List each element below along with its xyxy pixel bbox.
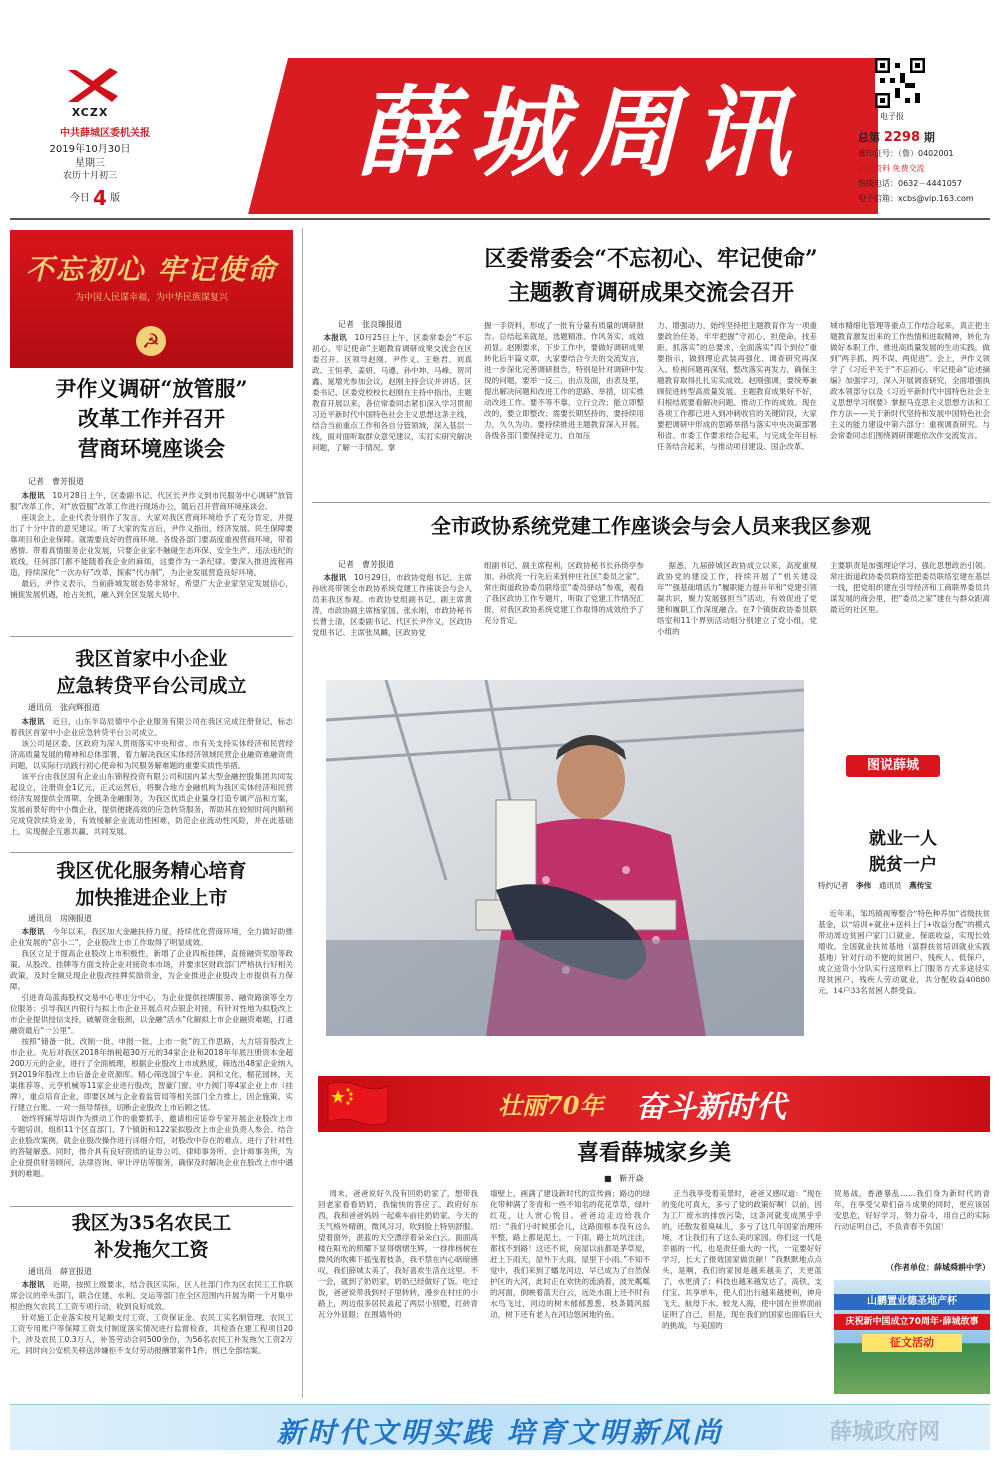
- a5-col4: [830, 320, 990, 496]
- a6-lead: 本报讯: [323, 573, 347, 582]
- a7-c3: 正当我享受着美景时，爸爸又感叹道：“现在的变化可真大，多亏了党的政策好啊！以前，因为工厂废水的排放污染，这条河就变成黑乎乎的，还散发着臭味儿，多亏了这几年国家治理环境，才让我们有了这么美的家园。你们这一代是幸福的一代，也是责任重大的一代，一定要好好学习，长大了报效国家做贡献！”我默默地点点头，是啊，我们的家园是越来越美了，天更蓝了，水更清了；科技也越来越发达了，高铁、支付宝、共享单车，使人们出行越来越便利，神舟飞天、航母下水、蛟龙入海，使中国在世界面前证明了自己，但是，现在我们的国家也面临巨大的挑战，与美国的: [662, 1189, 822, 1330]
- a1-title-line1: 尹作义调研“放管服”: [55, 376, 248, 401]
- divider: [10, 1206, 293, 1207]
- a7-author: ■ 靳开焱: [604, 1174, 644, 1183]
- a1-p2: 座谈会上，企业代表分别作了发言，大家对我区营商环境给予了充分肯定，并提出了十分中肯的意见建议。听了大家的发言后，尹作义指出，经济发展、民生保障要靠项目和企业保障。就需要良好的营商环境。各级各部门要高度重视营商环境，带着感情、带着真情服务企业发展，只要企业家不触碰生态环保、安全生产、违法违纪的底线，任何部门都不能随着我企业的麻烦，这要作为一条纪律。要深入推进流程再造，持续深化“一次办好”改革，探索“代办制”，为企业发展营造良好环境。: [10, 513, 293, 577]
- a4-title-line1: 我区为35名农民工: [71, 1212, 232, 1234]
- a3-body: [10, 926, 293, 1208]
- ad-line1: 庆祝新中国成立70周年·薛城故事: [834, 1314, 990, 1330]
- a7-title: 喜看薛城家乡美: [576, 1140, 731, 1166]
- a3-title: [10, 858, 293, 912]
- masthead-divider: [10, 218, 990, 220]
- a2-lead: 本报讯: [21, 717, 45, 726]
- issue-number: [858, 129, 935, 145]
- a7-c4: 贸易战，香港暴乱……我们身为新时代的青年，在享受父辈们奋斗成果的同时，更应该居安思危，好好学习，努力奋斗，用自己的实际行动证明自己，不负青春不负国！: [834, 1189, 990, 1231]
- divider: [312, 502, 990, 503]
- a5-byline: 记者 张良臻报道: [338, 320, 402, 329]
- a1-p3: 最后，尹作义表示，当前薛城发展态势非常好，希望广大企业家坚定发展信心，捕捉发展机遇，抢占先机，融入到全区发展大局中。: [10, 579, 293, 599]
- credit-role1: 特约记者: [818, 881, 849, 890]
- photo-credit: [818, 880, 990, 891]
- party-emblem-icon: ☭: [136, 326, 166, 356]
- a7-col1: [318, 1188, 478, 1398]
- a6-col2: [484, 560, 644, 660]
- pages-unit: 版: [110, 193, 121, 204]
- xczx-logo-icon: [60, 66, 120, 106]
- organ-name: 中共薛城区委机关报: [60, 128, 150, 139]
- divider: [10, 636, 293, 637]
- a4-byline: 通讯员 薛宣报道: [28, 1267, 92, 1276]
- photo-title-line1: 就业一人: [869, 829, 937, 849]
- issue-no: 2298: [883, 130, 921, 145]
- a3-p1: 今年以来，我区加大金融扶持力度，持续优化营商环境，全力做好助推企业发展的“店小二”，企业股改上市工作取得了明显成效。: [10, 927, 293, 947]
- photo-tag: 图说薛城: [846, 755, 940, 777]
- a5-c4: 城市精细化管理等重点工作结合起来，真正把主题教育激发出来的工作热情和进取精神，转化为做好本职工作、推进高质量发展的生动实践，做到“两手抓、两不误、两促进”。会上，尹作义领学了《习近平关于“不忘初心、牢记使命”论述摘编》加强学习，深入开展调查研究，全面增强执政本领部分以及《习近平新时代中国特色社会主义思想学习纲要》掌握马克思主义思想方法和工作方法——关于新时代坚持和发展中国特色社会主义的能力建设中第六部分：重视调查研究。与会常委同志们围绕调研课题依次作交流发言。: [830, 321, 990, 440]
- photo-seamstress: [326, 680, 804, 1036]
- a1-title-line3: 营商环境座谈会: [78, 436, 225, 461]
- a1-title: [10, 374, 293, 464]
- a2-byline: 通讯员 张向辉报道: [28, 703, 100, 712]
- a5-lead: 本报讯: [323, 333, 347, 342]
- issue-date: 2019年10月30日: [49, 144, 131, 155]
- watermark: 薛城政府网: [830, 1420, 941, 1445]
- a5-col2: [484, 320, 644, 496]
- a3-title-line2: 加快推进企业上市: [75, 887, 228, 909]
- a6-c1: 10月29日，市政协党组书记、主席孙欣亮带领全市政协系统党建工作座谈会与会人员来我区参观。市政协党组副书记、副主席黄涛，市政协副主席杨家国、张永刚，市政协秘书长曹士清，区委副书记、代区长尹作义，区政协党组书记、主席张凤麟，区政协党: [312, 573, 472, 637]
- a4-p2: 针对施工企业落实按月足额支付工资、工资保证金、农民工实名制管理、农民工工资专用账户等保障工资支付制度落实情况进行监督检查，共检查在建工程项目20个，涉及农民工0.3万人，补签劳动合同500余份，为56名农民工补发拖欠工资2万元，同时向公安机关移送涉嫌拒不支付劳动报酬罪案件1件，刑已全部结案。: [10, 1313, 293, 1355]
- a6-col1: [312, 572, 472, 660]
- weekday: 星期三: [75, 158, 105, 169]
- a5-title-line2: 主题教育调研成果交流会召开: [507, 280, 794, 306]
- a2-title-line1: 我区首家中小企业: [75, 648, 228, 670]
- credit-name1: 李伟: [855, 881, 872, 890]
- a3-lead: 本报讯: [21, 927, 45, 936]
- a2-p3: 该平台由我区国有企业山东锦程投资有限公司和国内某大型金融控股集团共同发起设立，注册资金1亿元，正式运营后，将聚合地方金融机构为我区实体经济和民营经济发展提供全周期、全链条金融服务，为我区优质企业量身打造专属产品和方案，发展前景好的中小微企业，提供便捷高效的应急转贷服务，帮助其在较短时间内顺利完成贷款续贷业务，有效缓解企业流动性困难，防范企业流动性风险，并在此基础上，实现握企互惠共赢、共同发展。: [10, 772, 293, 836]
- photo-title-line2: 脱贫一户: [869, 855, 937, 875]
- a3-p4: 按照“储备一批、改制一批、申报一批、上市一批”的工作思路，大力培育股改上市企业。先后对我区2018年纳税超30万元的34家企业和2018年年底注册资本金超200万元的企业，进行了全面梳理，根据企业股改上市成熟度，筛选出48家企业纳入到2019年股改上市后备企业资源库。精心筛选国宁车业、润和文化、榴花园林、天渠推荐等、元亨机械等11家企业进行股改，智豪门窗、中力阀门等4家企业上市（挂牌），重点培育企业，即要区域与企业看监管局等相关部门全力推上，因企施策、实行建立台账、一对一指导帮扶，切断企业股改上市后顾之忧。: [10, 1037, 293, 1112]
- a3-p5: 始终将辅导培训作为推动工作的重要抓手，邀请相应证券专家开展企业股改上市专题培训，组织11个区直部门、7个镇街和122家拟股改上市企业负责人参会。结合企业股改案例，就企业股改操作进行详细介绍，对股改中存在的难点、进行了针对性的答疑解惑。同时，推介具有良好资质的证券公司、律师事务所、会计师事务所，为企业提供财务顾问、法律咨询、审计评估等服务，确保及时解决企业在股改上市中遇到的难题。: [10, 1114, 293, 1178]
- a2-title: [10, 646, 293, 700]
- a1-p1: 10月28日上午，区委副书记、代区长尹作义到市民服务中心调研“放管服”改革工作，对“放管服”改革工作进行现场办公，随后召开营商环境座谈会。: [10, 491, 293, 511]
- credit-name2: 燕传宝: [909, 881, 932, 890]
- a7-col3: [662, 1188, 822, 1398]
- a7-banner: [318, 1076, 990, 1132]
- masthead: [0, 0, 1000, 218]
- photo-caption: 近年来，邹坞镇视筹整合“特色种养加”省级扶贫基金，以“培训+就业+送科上门+收益分配”的模式带动周边贫困户家门口就业、保底收益，实现长效增收。全国就业扶贫基地（富群扶贫培训就业实践基地）针对行动不便的贫困户、残疾人、低保户，成立送货小分队实行送原料上门服务方式多途径实现贫困户、残疾人劳动就业，共分配收益40880元，14户33名贫困人群受益。: [818, 909, 990, 995]
- permit-number: 准印证号：（鲁）0402001: [858, 149, 954, 158]
- banner-left: [10, 230, 293, 368]
- a6-c2: 组副书记、副主席程利，区政协秘书长孙倚亭参加。孙欣亮一行先后来到仲庄社区“委员之家”、常庄街道政协委员联络室“委员驿站”参观，观看了我区政协工作专题片，听取了党建工作情况汇报，对我区政协系统党建工作取得的成效给予了充分肯定。: [484, 561, 644, 625]
- issue-unit: 期: [923, 131, 935, 144]
- a6-title: 全市政协系统党建工作座谈会与会人员来我区参观: [431, 514, 871, 538]
- a3-byline: 通讯员 房刚报道: [28, 914, 92, 923]
- banner-sub: 为中国人民谋幸福，为中华民族谋复兴: [74, 293, 228, 303]
- a4-title-line2: 补发拖欠工资: [94, 1239, 209, 1261]
- a7-banner-line1: 壮丽70年: [498, 1091, 604, 1120]
- photo-title: [818, 826, 988, 878]
- column-divider: [302, 228, 303, 1398]
- a2-p2: 该公司是区委、区政府为深入贯彻落实中央和省、市有关支持实体经济和民营经济高质量发展的精神和总体部署，着力解决我区实体经济领域民营企业融资难融资贵问题，以实际行动践行初心使命和为民服务解难题的重要实质性举措。: [10, 739, 293, 770]
- a7-c2: 墙壁上，画满了建设新时代的宣传画；路边的绿化带种满了冬青和一些不知名的花花草草，绿叶红花，让人赏心悦目。爸爸边走边给我介绍：“我们小时候那会儿，这路面根本没有这么平整，路上都是泥土，一下雨，路上坑坑洼洼，都找不到路！这还不说，房屋以前都是茅草屋，赶上下雨天，屋外下大雨，屋里下小雨。”不知不觉中，我们来到了蟠龙河边，早已成为了自然保护区的大河，此时正在欢快的流淌着，波光粼粼的河面，倒映着蓝天白云，远处水面上还不时有水鸟飞过，河边的树木郁郁葱葱，枝条随风摇动，树下还有老人在河边悠闲地钓鱼。: [490, 1189, 650, 1319]
- a2-p1: 近日，山东半岛辰德中小企业服务有限公司在我区完成注册登记，标志着我区首家中小企业应急转贷平台公司成立。: [10, 717, 293, 737]
- a5-col1: [312, 332, 472, 496]
- bottom-banner-text: 新时代文明实践 培育文明新风尚: [276, 1416, 724, 1449]
- a4-lead: 本报讯: [21, 1280, 45, 1289]
- qr-label: 电子报: [880, 112, 904, 121]
- a3-title-line1: 我区优化服务精心培育: [56, 860, 247, 882]
- a7-col2: [490, 1188, 650, 1398]
- essay-contest-ad: [834, 1280, 990, 1394]
- a3-p2: 我区立足于提高企业股改上市积极性，新增了企业四板挂牌，直接融资奖励等政策。从股改、挂牌等方面支持企业对接资本市场，并要求区财政部门严格执行好相关政策，及时全额兑现企业股改挂牌奖励资金，为企业推进企业股改上市提供有力保障。: [10, 949, 293, 991]
- a6-c4: 主要职责是加强理论学习、强化思想政治引领。常庄街道政协委员联络室把委员联络室建在基层一线，把党组织建在引导经济和工商联界委员共谋发展的商会里，把“委员之家”建在与群众距离最近的社区里。: [830, 561, 990, 614]
- a5-c1: 10月25日上午，区委常委会“不忘初心、牢记使命”主题教育调研成果交流会在区委召开。区领导赵刚、尹作义、王艳君、刘真政、王恒孝、姜妍、马遵、孙中坤、马峰、贺司鑫、晁增光参加会议。赵刚主持会议并讲话。区委书记、区委党校校长赵刚在主持中指出，主题教育开展以来，各位常委同志紧扣深入学习贯彻习近平新时代中国特色社会主义思想这条主线，结合当前重点工作和各自分管领域，深入基层一线，面对面听取群众意见建议，实打实研究解决问题，了解一手情况、掌: [312, 333, 472, 452]
- email: 电子信箱：xcbs@vip.163.com: [858, 194, 974, 203]
- lunar-date: 农历十月初三: [62, 171, 117, 181]
- a1-byline: 记者 曹芳报道: [28, 477, 84, 486]
- logo-text: XCZX: [71, 106, 109, 119]
- a4-title: [10, 1210, 293, 1264]
- a5-col3: [657, 320, 817, 496]
- credit-role2: 通讯员: [878, 881, 902, 890]
- circulation-note: 内部资料 免费交流: [858, 164, 925, 173]
- a4-p1: 近期，按照上级要求，结合我区实际，区人社部门作为区农民工工作联席会议的牵头部门，联合住建、水利、交运等部门在全区范围内开展为期一个月集中根治拖欠农民工工资专项行动，收到良好成效。: [10, 1280, 293, 1311]
- page-count: [55, 186, 135, 210]
- a2-body: [10, 716, 293, 848]
- a1-body: [10, 490, 293, 630]
- a7-c1: 周末，爸爸说好久没有回奶奶家了，想带我回老家看看奶奶，我愉快的答应了。政府好东西，我和爸爸妈妈一起乘车前往奶奶家。今天的天气格外晴朗，微风习习，吹到脸上特别舒服。望着窗外，湛蓝的天空漂浮着朵朵白云。面面高楼在阳光的照耀下显得熠熠生辉，一排排杨树在微风的吹拂下摇曳着枝条，我不禁在内心暗暗感叹，我们薛城太美了，我好喜欢生活在这里。不一会，就到了奶奶家，奶奶已经做好了饭。吃过饭，爸爸说带我到村子里转转，漫步在村庄的小路上，两边很多居民盖起了两层小别墅，红砖青瓦分外显眼；在围墙外的: [318, 1189, 478, 1319]
- a2-title-line2: 应急转贷平台公司成立: [56, 675, 247, 697]
- qr-code-icon: [875, 58, 925, 108]
- a6-col3: [657, 560, 817, 660]
- issue-label: 总第: [858, 131, 880, 144]
- a6-c3: 据悉，九届薛城区政协成立以来，高度重视政协党的建设工作，持续开展了“机关建设年”“强基础增活力”履职能力提升年和“党建引领凝共识，聚力发展强担当”活动，有效促进了党建和履职工作深度融合。在7个镇街政协委员联络室和11个界别活动组分别建立了党小组，党小组的: [657, 561, 817, 636]
- a7-banner-line2: 奋斗新时代: [636, 1090, 786, 1125]
- newspaper-title: 薛城周讯: [355, 76, 804, 191]
- a1-title-line2: 改革工作并召开: [78, 406, 225, 431]
- a5-c2: 握一手资料，形成了一批有分量有质量的调研报告。总结起来就是，选题精准、作风务实、成效初显。赵刚要求，下步工作中，要做好调研成果转化后半篇文章，大家要结合今天的交流发言，进一步深化完善调研报告，特别是针对调研中发现的问题，要举一反三，由点及面，由表及里，提出解决问题和改进工作的思路、举措，切实推动改进工作。要不等不靠，立行立改；能立即整改的，要立即整改；需要长期坚持的，要持续用力，久久为功。要持续推进主题教育深入开展。各级各部门要保持定力、自加压: [484, 321, 644, 440]
- a5-title-line1: 区委常委会“不忘初心、牢记使命”: [484, 246, 818, 272]
- a6-byline: 记者 曹芳报道: [338, 560, 394, 569]
- ad-company: 山鹏置业德圣地产杯: [834, 1294, 990, 1310]
- ad-line2: 征文活动: [862, 1334, 962, 1352]
- a3-p3: 引进青岛蓝海股权交易中心枣庄分中心，为企业提供挂牌服务、融资路演等全方位服务；引导我区内银行与拟上市企业开展点对点银企对接，有针对性地为拟股改上市企业提供授信支持，破解资金瓶颈，以金融“活水”化解拟上市企业融资难题，打通融资最后“一公里”。: [10, 993, 293, 1035]
- bottom-banner: [10, 1404, 990, 1450]
- a6-col4: [830, 560, 990, 660]
- divider: [10, 852, 293, 853]
- today-pages: 4: [93, 186, 107, 210]
- a7-unit: （作者单位：薛城舜耕中学）: [886, 1263, 990, 1272]
- banner-slogan: 不忘初心 牢记使命: [25, 253, 278, 286]
- hotline: 热线电话：0632－4441057: [858, 179, 962, 188]
- a1-lead: 本报讯: [21, 491, 45, 500]
- a5-title: [312, 242, 990, 310]
- national-flag-icon: [326, 1082, 390, 1126]
- a7-col4: [834, 1188, 990, 1258]
- a4-body: [10, 1279, 293, 1397]
- a5-c3: 力、增强动力，始终坚持把主题教育作为一项重要政治任务，牢牢把握“守初心、担使命，找差距、抓落实”的总要求，全面落实“四个到位”重要指示，做到理论武装再强化、调查研究再深入、检视问题再深刻、整改落实再发力，确保主题教育取得扎扎实实成效。赵刚强调，要统筹兼顾促进转型高质量发展。主题教育成果好不好，归根结底要看解决问题、推动工作的成效。现在各项工作都已进入到冲刺收官的关键阶段，大家要把调研中形成的思路举措与落实中央决策部署和省、市委工作要求结合起来，与完成全年目标任务结合起来，与推动项目建设、国企改革、: [657, 321, 817, 451]
- today-label: 今日: [69, 193, 90, 204]
